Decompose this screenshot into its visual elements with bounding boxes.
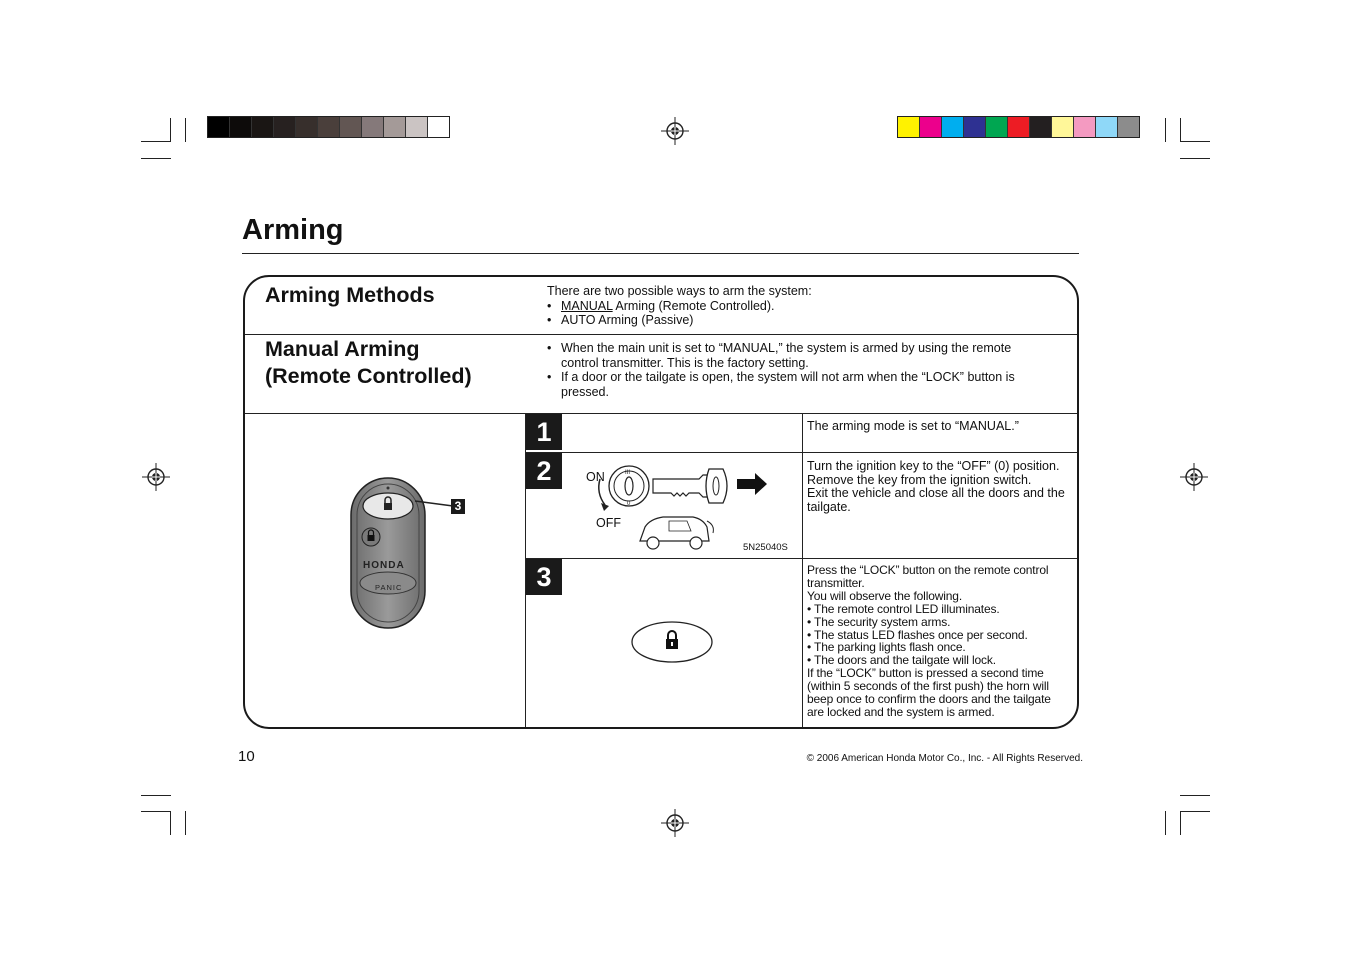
color-swatch	[230, 117, 252, 137]
color-swatch	[296, 117, 318, 137]
step-number: 1	[526, 414, 562, 450]
color-swatch	[898, 117, 920, 137]
color-swatch	[362, 117, 384, 137]
manual-arming-heading	[265, 336, 472, 390]
list-item: • When the main unit is set to “MANUAL,” the system is armed by using the remote control transmitter. This is the factory setting.	[547, 341, 1037, 370]
step-1-text: The arming mode is set to “MANUAL.”	[807, 419, 1019, 433]
manual-arming-list	[547, 341, 1037, 399]
title-rule	[242, 253, 1079, 254]
color-swatch	[406, 117, 428, 137]
crop-mark	[1180, 811, 1210, 812]
color-swatch	[1096, 117, 1118, 137]
crop-mark	[141, 811, 171, 812]
list-item: • AUTO Arming (Passive)	[547, 313, 1047, 328]
divider	[802, 413, 803, 729]
crop-mark	[1180, 141, 1210, 142]
color-swatch	[384, 117, 406, 137]
page-number: 10	[238, 748, 255, 765]
crop-mark	[170, 118, 171, 142]
ignition-off-label: OFF	[596, 516, 621, 530]
color-swatch	[1052, 117, 1074, 137]
crop-mark	[141, 795, 171, 796]
figure-code: 5N25040S	[743, 542, 788, 553]
manual-arming-heading-line1: Manual Arming	[265, 337, 420, 361]
crop-mark	[141, 141, 171, 142]
color-swatch	[942, 117, 964, 137]
color-swatch	[1008, 117, 1030, 137]
color-swatch	[318, 117, 340, 137]
list-item: • If a door or the tailgate is open, the system will not arm when the “LOCK” button is pressed.	[547, 370, 1037, 399]
registration-mark-icon	[661, 117, 689, 145]
color-swatch	[964, 117, 986, 137]
step-number: 3	[526, 559, 562, 595]
panic-button-label: PANIC	[375, 583, 403, 592]
list-item	[547, 299, 1047, 314]
page-title: Arming	[242, 214, 344, 246]
content-panel	[243, 275, 1079, 729]
ignition-key-illustration	[595, 459, 785, 555]
remote-transmitter-illustration	[345, 472, 475, 632]
step-2-text: Turn the ignition key to the “OFF” (0) position. Remove the key from the ignition switch. Exit the vehicle and close all the doors and the tailgate.	[807, 459, 1065, 514]
color-calibration-strip	[897, 116, 1140, 138]
arming-methods-list	[547, 299, 1047, 328]
lock-button-icon	[630, 620, 714, 664]
crop-mark	[1165, 118, 1166, 142]
copyright-notice: © 2006 American Honda Motor Co., Inc. - All Rights Reserved.	[806, 753, 1083, 764]
color-swatch	[208, 117, 230, 137]
color-swatch	[920, 117, 942, 137]
step-number: 2	[526, 453, 562, 489]
crop-mark	[185, 118, 186, 142]
arming-methods-intro: There are two possible ways to arm the system:	[547, 284, 812, 298]
arming-methods-text	[547, 284, 1047, 328]
crop-mark	[1165, 811, 1166, 835]
ignition-on-label: ON	[586, 470, 605, 484]
svg-text:III: III	[625, 470, 631, 476]
crop-mark	[185, 811, 186, 835]
callout-badge: 3	[451, 499, 465, 514]
color-swatch	[252, 117, 274, 137]
registration-mark-icon	[1180, 463, 1208, 491]
crop-mark	[1180, 118, 1181, 142]
step-3-text: Press the “LOCK” button on the remote control transmitter. You will observe the following. • The remote control LED illuminates. • The security system arms. • The status LED flashes once per second. • The parking lights flash once. • The doors and the tailgate will lock. If the “LOCK” button is pressed a second time (within 5 seconds of the first push) the horn will beep once to confirm the doors and the tailgate are locked and the system is armed.	[807, 563, 1051, 719]
color-swatch	[1030, 117, 1052, 137]
crop-mark	[170, 811, 171, 835]
crop-mark	[1180, 795, 1210, 796]
color-swatch	[1074, 117, 1096, 137]
manual-term: MANUAL	[561, 298, 613, 313]
arming-methods-heading: Arming Methods	[265, 283, 435, 307]
color-swatch	[340, 117, 362, 137]
divider	[245, 334, 1077, 335]
crop-mark	[141, 158, 171, 159]
color-swatch	[428, 117, 449, 137]
manual-arming-text	[547, 341, 1037, 399]
color-swatch	[1118, 117, 1139, 137]
color-swatch	[986, 117, 1008, 137]
color-swatch	[274, 117, 296, 137]
divider	[245, 413, 1077, 414]
registration-mark-icon	[661, 809, 689, 837]
manual-arming-heading-line2: (Remote Controlled)	[265, 364, 472, 388]
crop-mark	[1180, 811, 1181, 835]
grayscale-calibration-strip	[207, 116, 450, 138]
remote-brand-label: HONDA	[363, 560, 405, 571]
registration-mark-icon	[142, 463, 170, 491]
list-item-text: Arming (Remote Controlled).	[612, 298, 775, 313]
crop-mark	[1180, 158, 1210, 159]
svg-text:0: 0	[627, 501, 631, 507]
